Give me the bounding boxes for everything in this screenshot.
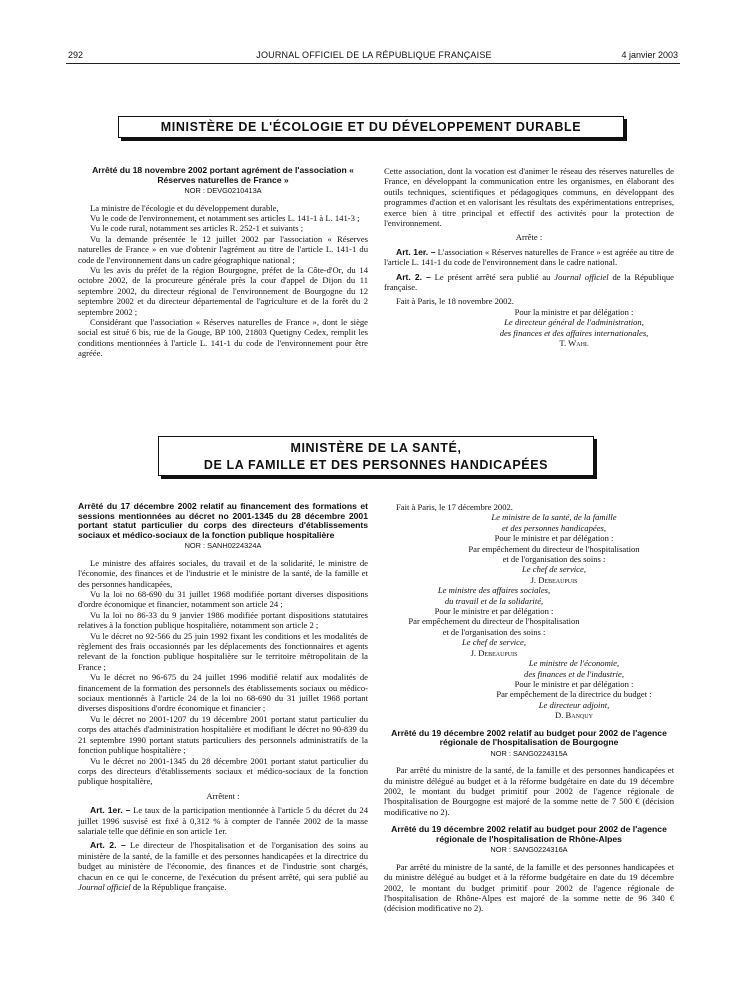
arrete-title: Arrêté du 17 décembre 2002 relatif au financement des formations et sessions mentionnées au décret no 2001-1345 du 28 décembre 2001 portant statut particulier du corps des directeurs d'établissements sociaux et médico-sociaux de la fonction publique hospitalière bbox=[78, 501, 368, 540]
page-number: 292 bbox=[68, 50, 84, 60]
page-header bbox=[0, 50, 748, 64]
article-label: Art. 1er. – bbox=[90, 805, 131, 816]
signature-line: Pour le ministre et par délégation : bbox=[514, 678, 634, 689]
signatory-name: D. Banquy bbox=[555, 710, 593, 721]
ministry-ecologie-box bbox=[118, 116, 624, 138]
paragraph: Vu la loi no 86-33 du 9 janvier 1986 modifiée portant dispositions statutaires relatives à la fonction publique hospitalière, notamment son article 2 ; bbox=[78, 609, 368, 631]
paragraph: Par arrêté du ministre de la santé, de la famille et des personnes handicapées et du ministre délégué au budget et à la réforme budgétaire en date du 19 décembre 2002, le montant du budget primitif pour 2002 de l'agence régionale de l'hospitalisation de Bourgogne est majoré de la somme nette de 7 500 € (décision modificative no 2). bbox=[384, 765, 674, 817]
issue-date: 4 janvier 2003 bbox=[621, 50, 678, 60]
arretent-label: Arrêtent : bbox=[206, 790, 240, 801]
article-text: Le présent arrêté sera publié au bbox=[434, 271, 551, 282]
arrete-financement-signatures bbox=[384, 502, 674, 914]
signature-block bbox=[474, 658, 674, 720]
signature-line: Pour le ministre et par délégation : bbox=[494, 533, 614, 544]
paragraph: Vu le code rural, notamment ses articles R. 252-1 et suivants ; bbox=[90, 223, 304, 234]
ministry-ecologie-title: MINISTÈRE DE L'ÉCOLOGIE ET DU DÉVELOPPEMENT DURABLE bbox=[160, 120, 582, 134]
header-rule bbox=[66, 63, 680, 64]
signatory-name: J. Debeaupuis bbox=[470, 647, 518, 658]
arrete-reserves-naturelles-cont bbox=[384, 166, 674, 349]
signature-line: Pour le ministre et par délégation : bbox=[434, 606, 554, 617]
paragraph: Vu le décret no 92-566 du 25 juin 1992 fixant les conditions et les modalités de règlement des frais occasionnés par les déplacements des fonctionnaires et agents relevant de la fonction publique hospitalière sur le territoire métropolitain de la France ; bbox=[78, 630, 368, 672]
signature-line: des finances et de l'industrie, bbox=[524, 668, 624, 679]
ministry-sante-box bbox=[158, 436, 594, 476]
article-label: Art. 2. – bbox=[90, 840, 126, 851]
arrete-budget-rhone-alpes bbox=[384, 825, 674, 914]
article-text: de la République française. bbox=[384, 271, 674, 293]
ministry-sante-title-line1: MINISTÈRE DE LA SANTÉ, bbox=[290, 441, 462, 455]
arrete-title: Arrêté du 19 décembre 2002 relatif au budget pour 2002 de l'agence régionale de l'hospitalisation de Rhône-Alpes bbox=[391, 824, 667, 844]
signature-line: Le ministre de la santé, de la famille bbox=[491, 512, 617, 523]
signature-line: Le directeur adjoint, bbox=[538, 699, 610, 710]
signatory-name: J. Debeaupuis bbox=[530, 574, 578, 585]
paragraph: Par arrêté du ministre de la santé, de la famille et des personnes handicapées et du ministre délégué au budget et à la réforme budgétaire en date du 19 décembre 2002, le montant du budget primitif pour 2002 de l'agence régionale de l'hospitalisation de Rhône-Alpes est majoré de la somme nette de 96 340 € (décision modificative no 2). bbox=[384, 861, 674, 914]
paragraph: Vu les avis du préfet de la région Bourgogne, préfet de la Côte-d'Or, du 14 octobre 2002, de la procureure générale près la cour d'appel de Dijon du 11 septembre 2002, du directeur régional de l'environnement de Bourgogne du 12 septembre 2002 et du directeur départemental de l'agriculture et de la forêt du 2 septembre 2002 ; bbox=[78, 265, 368, 317]
arrete-financement-formations bbox=[78, 502, 368, 892]
arrete-budget-bourgogne bbox=[384, 729, 674, 818]
signature-line: Le chef de service, bbox=[522, 564, 586, 575]
signature-line: Le ministre des affaires sociales, bbox=[437, 585, 551, 596]
arrete-reserves-naturelles bbox=[78, 166, 368, 359]
paragraph: La ministre de l'écologie et du développement durable, bbox=[90, 202, 279, 213]
signature-block bbox=[434, 512, 674, 585]
journal-name: Journal officiel bbox=[554, 271, 609, 282]
ministry-sante-title-line2: DE LA FAMILLE ET DES PERSONNES HANDICAPÉES bbox=[203, 458, 549, 472]
signature-line: Le ministre de l'économie, bbox=[528, 658, 620, 669]
arrete-title: Arrêté du 19 décembre 2002 relatif au budget pour 2002 de l'agence régionale de l'hospitalisation de Bourgogne bbox=[391, 727, 667, 748]
signature-line: Par empêchement du directeur de l'hospitalisation bbox=[408, 616, 580, 627]
article-text: Le directeur de l'hospitalisation et de l'organisation des soins au ministère de la santé, de la famille et des personnes handicapées et la directrice du budget au ministère de l'économie, des finances et de l'industrie sont chargés, chacun en ce qui le concerne, de l'exécution du présent arrêté, qui sera publié au bbox=[78, 840, 368, 882]
journal-title: JOURNAL OFFICIEL DE LA RÉPUBLIQUE FRANÇAISE bbox=[256, 50, 492, 60]
article-text: de la République française. bbox=[132, 881, 227, 892]
nor-reference: NOR : SANG0224315A bbox=[490, 748, 568, 758]
paragraph: Vu le décret no 2001-1345 du 28 décembre 2001 portant statut particulier du corps des directeurs d'établissements sociaux et médico-sociaux de la fonction publique hospitalière, bbox=[78, 755, 368, 787]
article-text: Le taux de la participation mentionnée à l'article 5 du décret du 24 juillet 1996 susvisé est fixé à 0,312 % à compter de l'année 2002 de la masse salariale telle que définie en son article 1er. bbox=[78, 805, 368, 836]
signature-line: des finances et des affaires internationales, bbox=[499, 327, 649, 338]
signature-block bbox=[384, 585, 604, 658]
signatory-name: T. Wahl bbox=[559, 338, 589, 349]
nor-reference: NOR : DEVG0210413A bbox=[184, 186, 262, 196]
paragraph: Vu le code de l'environnement, et notamment ses articles L. 141-1 à L. 141-3 ; bbox=[90, 213, 360, 223]
nor-reference: NOR : SANH0224324A bbox=[184, 541, 262, 551]
article-text: L'association « Réserves naturelles de France » est agréée au titre de l'article L. 141-1 du code de l'environnement dans le cadre national. bbox=[384, 246, 675, 268]
fait-a-paris: Fait à Paris, le 18 novembre 2002. bbox=[396, 296, 514, 307]
article-label: Art. 1er. – bbox=[396, 246, 436, 257]
signature-line: Par empêchement du directeur de l'hospitalisation bbox=[468, 543, 640, 554]
paragraph: Le ministre des affaires sociales, du travail et de la solidarité, le ministre de l'économie, des finances et de l'industrie et le ministre de la santé, de la famille et des personnes handicapées, bbox=[78, 557, 368, 589]
paragraph: Vu le décret no 2001-1207 du 19 décembre 2001 portant statut particulier du corps des attachés d'administration hospitalière et modifiant le décret no 90-839 du 21 septembre 1990 portant statuts particuliers des personnels administratifs de la fonction publique hospitalière ; bbox=[78, 713, 368, 756]
arrete-title: Arrêté du 18 novembre 2002 portant agrément de l'association « Réserves naturelles de France » bbox=[92, 165, 354, 185]
signature-line: et de l'organisation des soins : bbox=[502, 554, 606, 565]
paragraph: Vu le décret no 96-675 du 24 juillet 1996 modifié relatif aux modalités de financement de la formation des personnels des établissements sociaux ou médico-sociaux mentionnés à l'article 24 de la loi no 68-690 du 31 juillet 1968 portant diverses dispositions d'ordre économique et financier ; bbox=[78, 672, 368, 714]
signature-line: Par empêchement de la directrice du budget : bbox=[496, 689, 652, 700]
signature-line: Pour la ministre et par délégation : bbox=[514, 306, 634, 317]
signature-line: et des personnes handicapées, bbox=[501, 522, 607, 533]
arrete-label: Arrête : bbox=[515, 232, 543, 243]
signature-line: Le directeur général de l'administration, bbox=[504, 317, 644, 328]
fait-a-paris: Fait à Paris, le 17 décembre 2002. bbox=[396, 502, 513, 512]
paragraph: Vu la demande présentée le 12 juillet 2002 par l'association « Réserves naturelles de France » en vue d'obtenir l'agrément au titre de l'article L. 141-1 du code de l'environnement dans un cadre géographique national ; bbox=[78, 233, 368, 265]
paragraph: Considérant que l'association « Réserves naturelles de France », dont le siège social est situé 6 bis, rue de la Gouge, BP 100, 21803 Quetigny Cedex, remplit les conditions mentionnées à l'article L. 141-1 du code de l'environnement pour être agréée. bbox=[78, 317, 368, 359]
paragraph: Cette association, dont la vocation est d'animer le réseau des réserves naturelles de France, en développant la communication entre les organismes, en élaborant des outils techniques, scientifiques et pédagogiques communs, en développant des programmes d'action et en valorisant les résultats des expérimentations entreprises, exerce bien à titre principal et effectif des activités pour la protection de l'environnement. bbox=[384, 166, 674, 229]
article-label: Art. 2. – bbox=[396, 271, 431, 282]
paragraph: Vu la loi no 68-690 du 31 juillet 1968 modifiée portant diverses dispositions d'ordre économique et financier, notamment son article 24 ; bbox=[78, 589, 368, 610]
journal-name: Journal officiel bbox=[78, 881, 131, 892]
signature-line: du travail et de la solidarité, bbox=[444, 595, 544, 606]
signature-block bbox=[474, 307, 674, 349]
nor-reference: NOR : SANG0224316A bbox=[490, 845, 568, 855]
signature-line: et de l'organisation des soins : bbox=[442, 626, 546, 637]
signature-line: Le chef de service, bbox=[462, 637, 526, 648]
